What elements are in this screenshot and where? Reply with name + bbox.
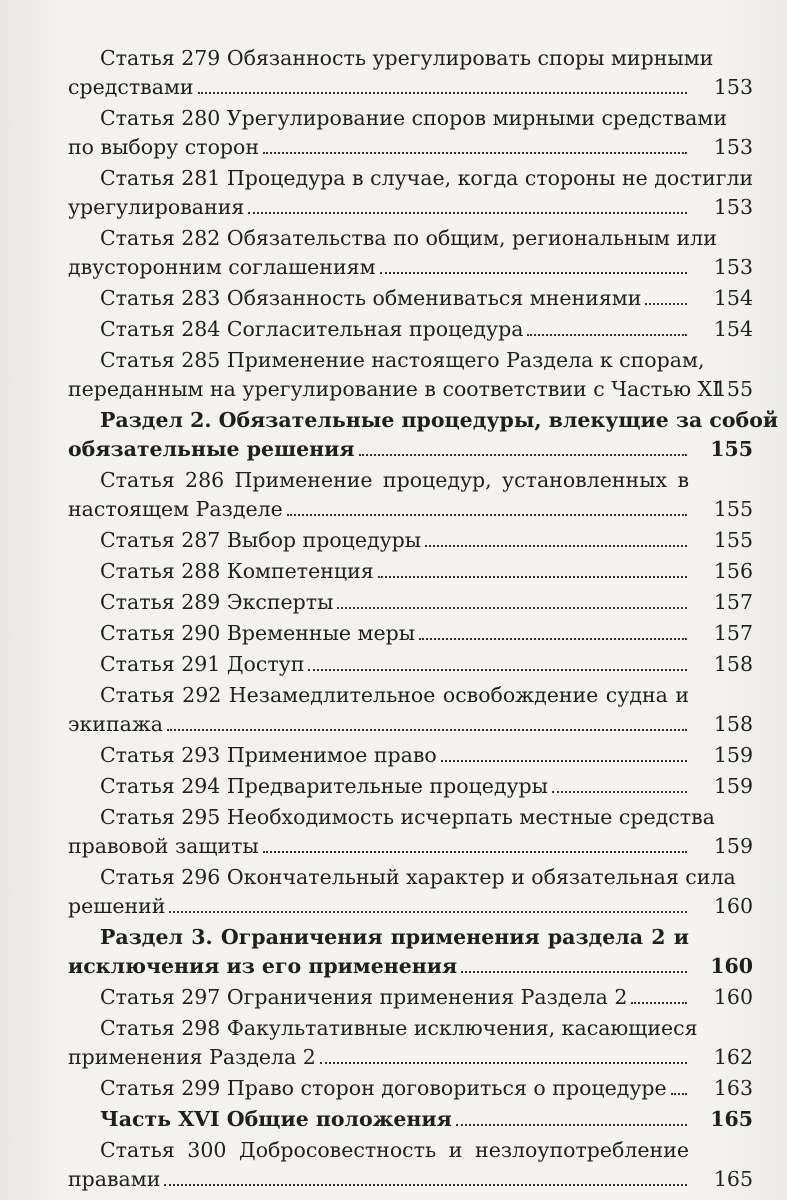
toc-entry-last-line (68, 526, 689, 555)
page-number: 156 (713, 559, 753, 583)
toc-entry-last-line (68, 650, 689, 679)
dot-leader (263, 152, 687, 154)
toc-entry-title-tail: применения Раздела 2 (68, 1045, 316, 1069)
page-number: 159 (713, 743, 753, 767)
toc-entry (68, 284, 753, 313)
toc-entry (68, 650, 753, 679)
toc-entry (68, 164, 753, 222)
toc-entry-title-line: Раздел 2. Обязательные процедуры, влекущие за собой (100, 408, 779, 432)
toc-entry-title-line: Статья 298 Факультативные исключения, касающиеся (100, 1016, 698, 1040)
page-number: 165 (713, 1167, 753, 1191)
toc-entry-title-tail: Часть XVI Общие положения (100, 1107, 452, 1131)
toc-entry-last-line (68, 832, 689, 861)
toc-entry (68, 346, 753, 404)
toc-entry (68, 803, 753, 861)
dot-leader (378, 576, 687, 578)
dot-leader (308, 669, 687, 671)
toc-entry-title-line: Статья 300 Добросовестность и незлоупотребление (100, 1138, 689, 1162)
page-number: 153 (713, 75, 753, 99)
dot-leader (645, 303, 687, 305)
toc-entry (68, 619, 753, 648)
toc-entry-title-tail: Статья 299 Право сторон договориться о процедуре (100, 1076, 667, 1100)
toc-entry-title-tail: настоящем Разделе (68, 497, 283, 521)
dot-leader (198, 92, 687, 94)
dot-leader (263, 851, 687, 853)
toc-entry-title-tail: двусторонним соглашениям (68, 255, 376, 279)
page-number: 160 (710, 954, 753, 978)
dot-leader (425, 545, 687, 547)
toc-entry-title-line: Статья 281 Процедура в случае, когда стороны не достигли (100, 166, 754, 190)
toc-entry (68, 557, 753, 586)
toc-entry (68, 466, 753, 524)
toc-entry (68, 1136, 753, 1194)
toc-entry (68, 588, 753, 617)
toc-entry-title-tail: средствами (68, 75, 194, 99)
page-number: 158 (713, 652, 753, 676)
toc-entry (68, 863, 753, 921)
toc-entry-title-line: Статья 280 Урегулирование споров мирными средствами (100, 106, 728, 130)
toc-entry (68, 224, 753, 282)
toc-entry-last-line (68, 73, 689, 102)
toc-entry-title-tail: Статья 297 Ограничения применения Раздела 2 (100, 985, 628, 1009)
toc-entry-last-line (68, 1074, 689, 1103)
dot-leader (248, 212, 687, 214)
toc-entry-title-tail: обязательные решения (68, 437, 355, 461)
dot-leader (169, 911, 687, 913)
toc-entry-last-line (68, 983, 689, 1012)
toc-entry-title-tail: экипажа (68, 712, 163, 736)
page-number: 162 (713, 1045, 753, 1069)
toc-entry-title-line: Статья 282 Обязательства по общим, региональным или (100, 226, 717, 250)
toc-entry-last-line (68, 284, 689, 313)
toc-entry (68, 1014, 753, 1072)
page-number: 155 (713, 377, 753, 401)
toc-entry-last-line (68, 892, 689, 921)
toc-entry-title-line: Статья 279 Обязанность урегулировать споры мирными (100, 46, 714, 70)
toc-entry-title-tail: Статья 288 Компетенция (100, 559, 374, 583)
toc-entry-last-line (68, 193, 689, 222)
toc-entry (68, 681, 753, 739)
toc-entry-title-tail: правовой защиты (68, 834, 259, 858)
toc-entry-title-tail: Статья 287 Выбор процедуры (100, 528, 422, 552)
toc-entry (68, 526, 753, 555)
toc-entry-title-tail: по выбору сторон (68, 135, 260, 159)
toc-entry-last-line (68, 1105, 689, 1134)
dot-leader (456, 1124, 687, 1126)
page-number: 160 (713, 985, 753, 1009)
page-number: 159 (713, 774, 753, 798)
dot-leader (631, 1002, 687, 1004)
toc-entry (68, 983, 753, 1012)
toc-entry-title-line: Статья 292 Незамедлительное освобождение судна и (100, 683, 689, 707)
page-number: 154 (713, 317, 753, 341)
dot-leader (287, 514, 687, 516)
page-number: 153 (713, 255, 753, 279)
toc-entry-title-tail: Статья 283 Обязанность обмениваться мнениями (100, 286, 642, 310)
toc-entry-last-line (68, 133, 689, 162)
toc-section-heading (68, 923, 753, 981)
toc-entry-title-line: Раздел 3. Ограничения применения раздела 2 и (100, 925, 689, 949)
toc-entry-title-tail: Статья 290 Временные меры (100, 621, 416, 645)
dot-leader (164, 1184, 687, 1186)
toc-entry-last-line (68, 741, 689, 770)
toc-entry-last-line (68, 1043, 689, 1072)
page-number: 160 (713, 894, 753, 918)
toc-entry-title-tail: Статья 294 Предварительные процедуры (100, 774, 548, 798)
toc-entry-title-tail: переданным на урегулирование в соответствии с Частью XI (68, 377, 721, 401)
toc-entry-last-line (68, 952, 689, 981)
toc-entry-last-line (68, 619, 689, 648)
page-number: 153 (713, 195, 753, 219)
toc-entry-title-tail: правами (68, 1167, 161, 1191)
toc-entry (68, 772, 753, 801)
toc-entry-last-line (68, 588, 689, 617)
dot-leader (461, 971, 687, 973)
page-number: 158 (713, 712, 753, 736)
dot-leader (359, 454, 687, 456)
toc-entry (68, 104, 753, 162)
toc-entry-title-tail: Статья 293 Применимое право (100, 743, 437, 767)
dot-leader (552, 791, 687, 793)
page-number: 155 (713, 497, 753, 521)
page-number: 155 (710, 437, 753, 461)
page-number: 154 (713, 286, 753, 310)
toc-section-heading (68, 406, 779, 464)
toc-entry-last-line (68, 375, 721, 404)
toc-entry-title-tail: Статья 289 Эксперты (100, 590, 334, 614)
dot-leader (337, 607, 687, 609)
toc-entry (68, 315, 753, 344)
dot-leader (380, 272, 687, 274)
toc-entry-last-line (68, 710, 689, 739)
toc-entry-title-line: Статья 295 Необходимость исчерпать местные средства (100, 805, 715, 829)
dot-leader (419, 638, 687, 640)
page-number: 159 (713, 834, 753, 858)
dot-leader (671, 1093, 687, 1095)
dot-leader (167, 729, 687, 731)
toc-entry-last-line (68, 557, 689, 586)
page-number: 157 (713, 621, 753, 645)
page-number: 165 (710, 1107, 753, 1131)
toc-section-heading (68, 1105, 753, 1134)
toc-entry-title-tail: урегулирования (68, 195, 245, 219)
page-number: 157 (713, 590, 753, 614)
toc-entry-title-tail: исключения из его применения (68, 954, 458, 978)
toc-entry-last-line (68, 1165, 689, 1194)
toc-entry-last-line (68, 315, 689, 344)
toc-entry-last-line (68, 253, 689, 282)
toc-entry (68, 44, 753, 102)
toc-entry (68, 1074, 753, 1103)
toc-entry (68, 741, 753, 770)
toc-entry-title-line: Статья 296 Окончательный характер и обязательная сила (100, 865, 736, 889)
toc-entry-last-line (68, 435, 689, 464)
page-number: 163 (713, 1076, 753, 1100)
dot-leader (527, 334, 687, 336)
toc-entry-last-line (68, 772, 689, 801)
page-number: 155 (713, 528, 753, 552)
toc-entry-last-line (68, 495, 689, 524)
dot-leader (320, 1062, 687, 1064)
toc-entry-title-line: Статья 286 Применение процедур, установленных в (100, 468, 689, 492)
page-number: 153 (713, 135, 753, 159)
toc-entry-title-line: Статья 285 Применение настоящего Раздела к спорам, (100, 348, 705, 372)
toc-entry-title-tail: Статья 284 Согласительная процедура (100, 317, 524, 341)
toc-entry-title-tail: решений (68, 894, 166, 918)
table-of-contents (68, 44, 779, 1194)
toc-entry-title-tail: Статья 291 Доступ (100, 652, 305, 676)
dot-leader (441, 760, 687, 762)
